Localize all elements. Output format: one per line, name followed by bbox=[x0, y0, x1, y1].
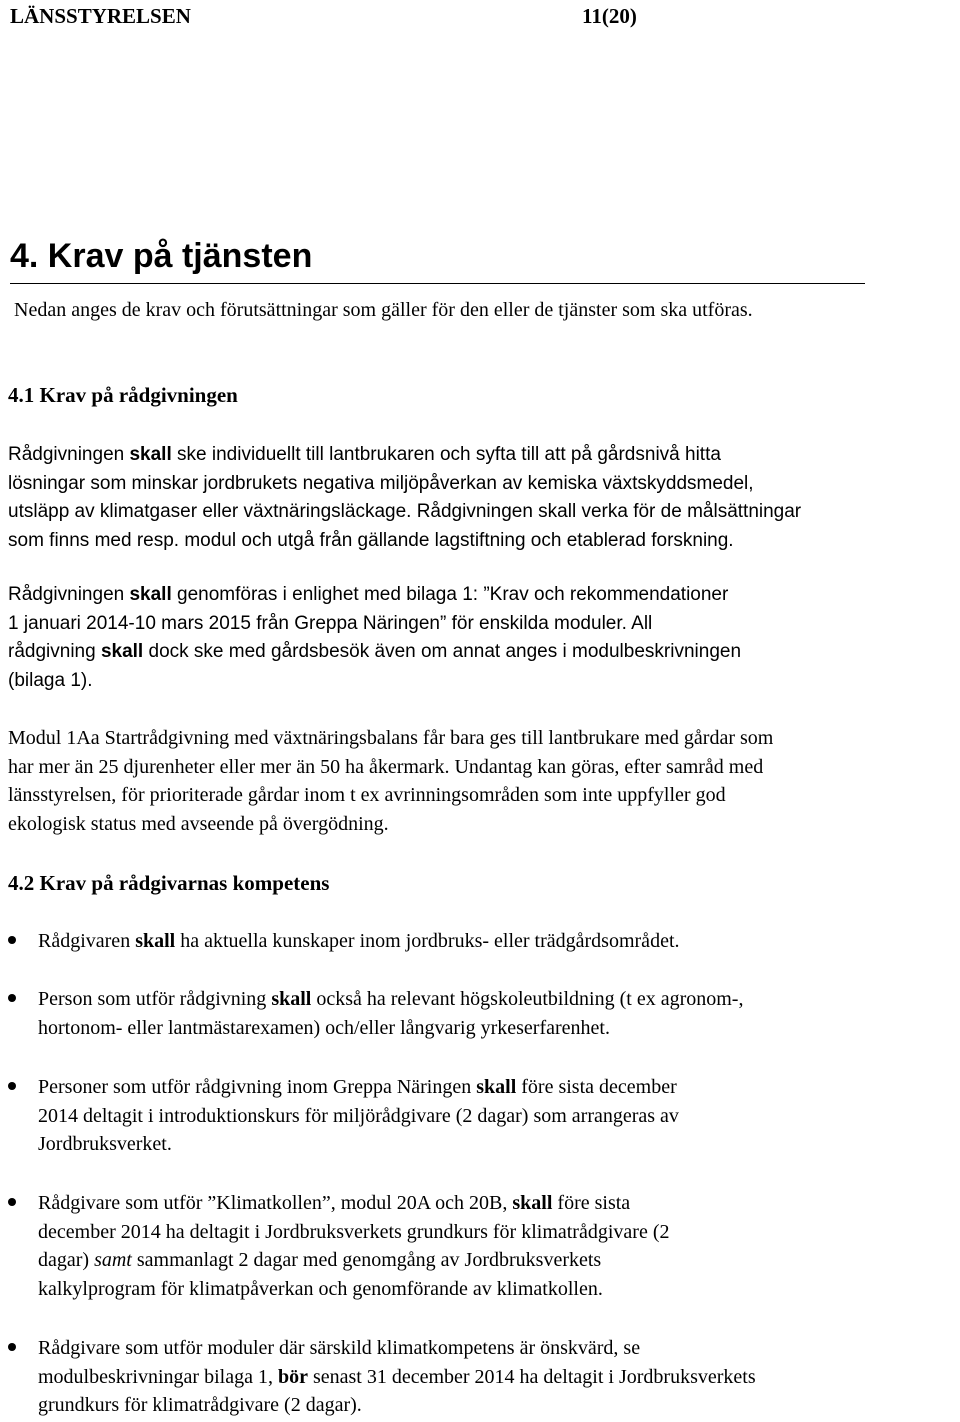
list-item: Personer som utför rådgivning inom Greppa Näringen skall före sista december 2014 deltagit i introduktionskurs för miljörådgivare (2 dagar) som arrangeras av Jordbruksverket. bbox=[38, 1073, 948, 1159]
subsection-heading-4-2: 4.2 Krav på rådgivarnas kompetens bbox=[8, 871, 330, 895]
paragraph-4-1-2 bbox=[8, 581, 958, 696]
paragraph-4-1-1 bbox=[8, 441, 958, 556]
text-line: länsstyrelsen, för prioriterade gårdar inom t ex avrinningsområden som inte uppfyller god bbox=[8, 784, 726, 807]
text-line: ekologisk status med avseende på övergödning. bbox=[8, 813, 389, 836]
page-number: 11(20) bbox=[582, 4, 637, 28]
text-line: 1 januari 2014-10 mars 2015 från Greppa Näringen” för enskilda moduler. All bbox=[8, 612, 653, 634]
text-line: som finns med resp. modul och utgå från gällande lagstiftning och etablerad forskning. bbox=[8, 530, 734, 552]
list-item: Person som utför rådgivning skall också ha relevant högskoleutbildning (t ex agronom-, hortonom- eller lantmästarexamen) och/eller långvarig yrkeserfarenhet. bbox=[38, 985, 948, 1042]
text-line: (bilaga 1). bbox=[8, 670, 93, 692]
text-line: Rådgivningen skall genomföras i enlighet med bilaga 1: ”Krav och rekommendationer bbox=[8, 584, 729, 605]
text-line: Modul 1Aa Startrådgivning med växtnäringsbalans får bara ges till lantbrukare med gårdar som bbox=[8, 727, 774, 749]
section-intro: Nedan anges de krav och förutsättningar som gäller för den eller de tjänster som ska utföras. bbox=[14, 299, 753, 321]
bullet-icon bbox=[8, 936, 16, 944]
text-line: rådgivning skall dock ske med gårdsbesök även om annat anges i modulbeskrivningen bbox=[8, 641, 742, 663]
list-item: Rådgivaren skall ha aktuella kunskaper inom jordbruks- eller trädgårdsområdet. bbox=[38, 927, 948, 956]
bullet-icon bbox=[8, 994, 16, 1002]
paragraph-4-1-3 bbox=[8, 724, 958, 839]
bullet-icon bbox=[8, 1198, 16, 1206]
title-rule bbox=[10, 283, 865, 284]
bullet-icon bbox=[8, 1343, 16, 1351]
list-item: Rådgivare som utför moduler där särskild klimatkompetens är önskvärd, se modulbeskrivningar bilaga 1, bör senast 31 december 2014 ha deltagit i Jordbruksverkets grundkurs för klimatrådgivare (2 dagar). bbox=[38, 1334, 948, 1420]
text-line: lösningar som minskar jordbrukets negativa miljöpåverkan av kemiska växtskyddsmedel, bbox=[8, 472, 754, 494]
section-title: 4. Krav på tjänsten bbox=[10, 237, 313, 275]
header-organization: LÄNSSTYRELSEN bbox=[10, 4, 191, 28]
bullet-icon bbox=[8, 1082, 16, 1090]
text-line: Rådgivningen skall ske individuellt till lantbrukaren och syfta till att på gårdsnivå hitta bbox=[8, 444, 721, 465]
subsection-heading-4-1: 4.1 Krav på rådgivningen bbox=[8, 383, 238, 407]
list-item: Rådgivare som utför ”Klimatkollen”, modul 20A och 20B, skall före sista december 2014 ha deltagit i Jordbruksverkets grundkurs för klimatrådgivare (2 dagar) samt sammanlagt 2 dagar med genomgång av Jordbruksverkets kalkylprogram för klimatpåverkan och genomförande av klimatkollen. bbox=[38, 1189, 948, 1303]
text-line: utsläpp av klimatgaser eller växtnäringsläckage. Rådgivningen skall verka för de målsättningar bbox=[8, 501, 802, 523]
text-line: har mer än 25 djurenheter eller mer än 50 ha åkermark. Undantag kan göras, efter samråd med bbox=[8, 755, 764, 778]
